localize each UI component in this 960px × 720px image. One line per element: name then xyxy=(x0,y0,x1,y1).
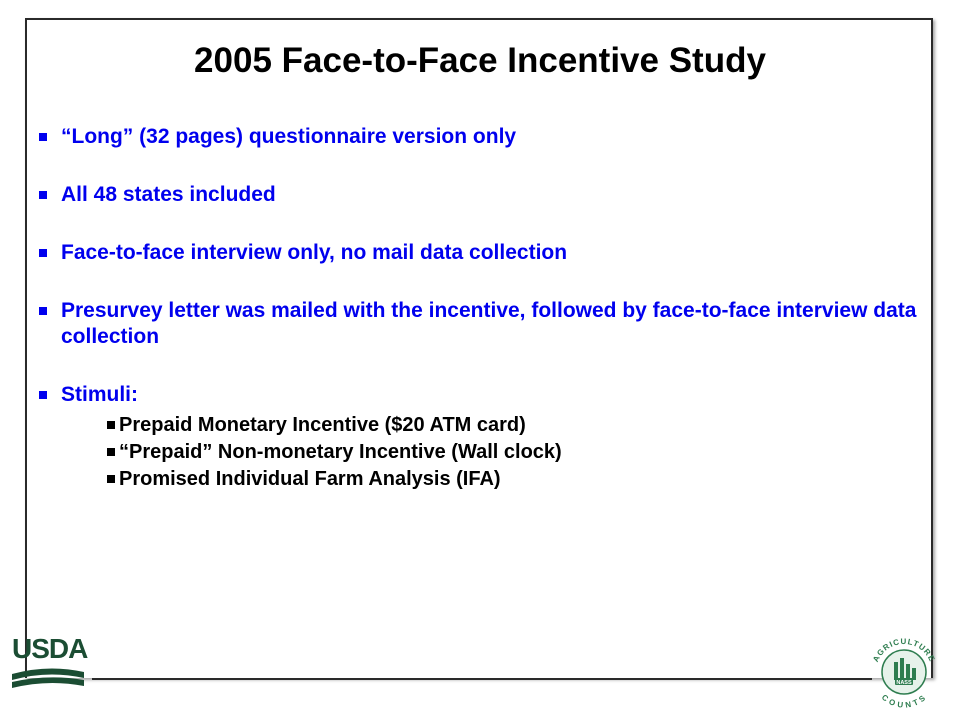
bullet-text: “Long” (32 pages) questionnaire version only xyxy=(61,125,517,148)
usda-logo-text: USDA xyxy=(12,633,88,664)
usda-swoosh-icon xyxy=(12,666,84,692)
bullet-text: Presurvey letter was mailed with the incentive, followed by face-to-face interview data collection xyxy=(61,299,917,348)
sub-bullet-monetary xyxy=(107,412,917,439)
footer-divider xyxy=(92,678,872,680)
square-bullet-icon xyxy=(107,475,115,483)
square-bullet-icon xyxy=(107,448,115,456)
square-bullet-icon xyxy=(39,391,47,399)
square-bullet-icon xyxy=(39,307,47,315)
nass-logo xyxy=(864,632,944,712)
bullet-item-presurvey-letter xyxy=(37,298,917,350)
square-bullet-icon xyxy=(39,249,47,257)
sub-bullet-text: “Prepaid” Non-monetary Incentive (Wall clock) xyxy=(119,441,562,463)
square-bullet-icon xyxy=(39,133,47,141)
bullet-text: Stimuli: xyxy=(61,383,138,406)
bullet-item-face-to-face xyxy=(37,240,917,266)
usda-logo xyxy=(12,633,88,692)
bullet-item-states xyxy=(37,182,917,208)
nass-top-text: AGRICULTURE xyxy=(871,636,937,664)
sub-bullet-text: Promised Individual Farm Analysis (IFA) xyxy=(119,468,501,490)
svg-text:COUNTS xyxy=(880,693,928,710)
bullet-item-stimuli xyxy=(37,382,917,493)
nass-bottom-text: COUNTS xyxy=(879,692,929,710)
sub-bullet-non-monetary xyxy=(107,439,917,466)
square-bullet-icon xyxy=(107,421,115,429)
square-bullet-icon xyxy=(39,191,47,199)
bullet-text: All 48 states included xyxy=(61,183,276,206)
stimuli-sub-list xyxy=(61,412,917,493)
sub-bullet-text: Prepaid Monetary Incentive ($20 ATM card) xyxy=(119,414,526,436)
bullet-item-long-questionnaire xyxy=(37,124,917,150)
sub-bullet-farm-analysis xyxy=(107,466,917,493)
slide-title: 2005 Face-to-Face Incentive Study xyxy=(194,41,766,80)
nass-badge-text: NASS xyxy=(896,680,912,686)
bullet-text: Face-to-face interview only, no mail data collection xyxy=(61,241,568,264)
bullet-list xyxy=(37,124,917,493)
